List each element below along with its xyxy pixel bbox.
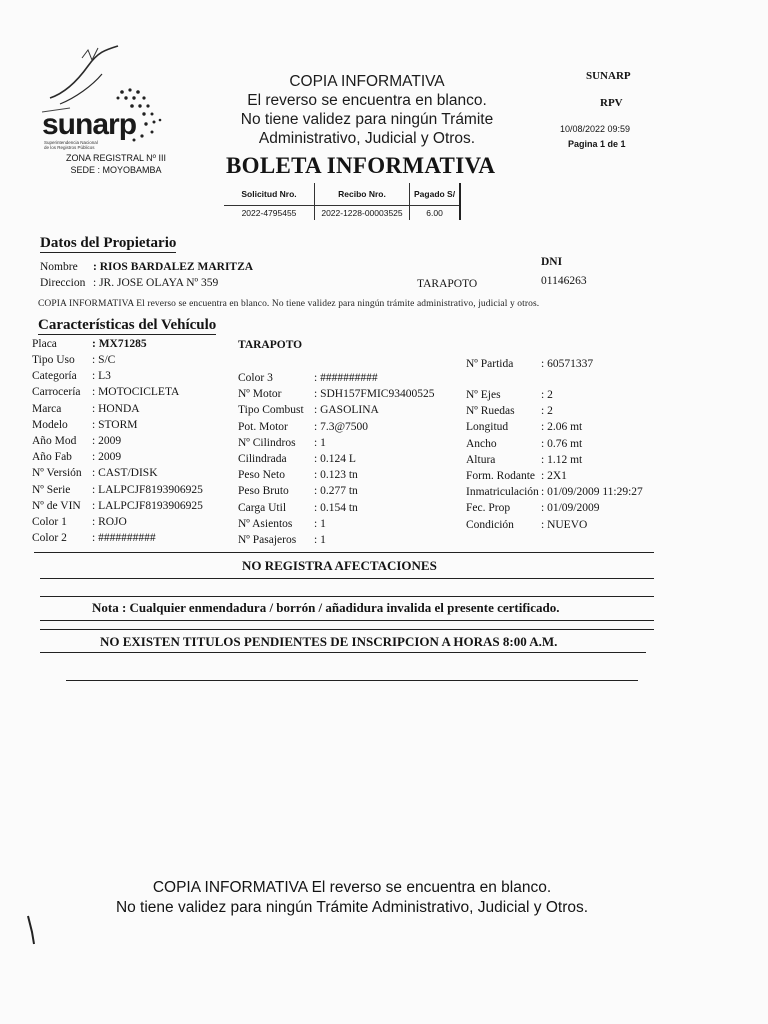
table-header-row — [224, 183, 460, 206]
field-label: Form. Rodante — [466, 470, 535, 482]
field-label: Nº Cilindros — [238, 436, 296, 449]
field-value: : 01/09/2009 — [541, 502, 600, 515]
header-pagado: Pagado S/ — [410, 183, 461, 206]
titulos-notice: NO EXISTEN TITULOS PENDIENTES DE INSCRIPCION A HORAS 8:00 A.M. — [100, 634, 558, 649]
field-label: Nº Motor — [238, 388, 282, 401]
field-label: Nº Versión — [32, 467, 82, 480]
field-value: : ########## — [92, 532, 156, 545]
field-value: : 7.3@7500 — [314, 420, 369, 433]
field-label: Nº de VIN — [32, 499, 81, 512]
sunarp-label: SUNARP — [586, 70, 631, 82]
divider — [40, 652, 646, 653]
field-value: : 2 — [541, 405, 553, 418]
field-value: : GASOLINA — [314, 404, 379, 417]
vehicle-city: TARAPOTO — [238, 339, 303, 351]
field-label: Cilindrada — [238, 453, 287, 465]
field-value: : 01/09/2009 11:29:27 — [541, 486, 643, 499]
vehicle-section-title: Características del Vehículo — [38, 317, 217, 333]
field-label: Tipo Uso — [32, 354, 75, 366]
dni-value: 01146263 — [541, 275, 587, 287]
header-solicitud: Solicitud Nro. — [224, 183, 315, 206]
field-label: Color 1 — [32, 516, 67, 528]
field-label: Condición — [466, 518, 514, 531]
field-value: : 1 — [314, 517, 326, 530]
field-label: Color 2 — [32, 532, 67, 545]
divider — [40, 596, 654, 597]
field-label: Inmatriculación — [466, 486, 539, 499]
field-value: : 1.12 mt — [541, 453, 583, 466]
field-value: : 2.06 mt — [541, 421, 583, 434]
field-label: Nº Ruedas — [466, 405, 515, 418]
request-table — [224, 183, 461, 220]
field-label: Categoría — [32, 370, 77, 383]
owner-city: TARAPOTO — [417, 278, 478, 290]
placa-value: : MX71285 — [92, 338, 147, 350]
field-label: Nº Ejes — [466, 389, 501, 401]
field-label: Peso Neto — [238, 469, 285, 482]
field-label: Altura — [466, 453, 496, 466]
field-value: : 0.123 tn — [314, 469, 358, 482]
copia-line-2: El reverso se encuentra en blanco. — [247, 92, 487, 109]
recibo-value: 2022-1228-00003525 — [315, 206, 410, 221]
copia-informativa-header — [222, 72, 512, 148]
field-value: : ########## — [314, 372, 378, 384]
field-label: Fec. Prop — [466, 502, 511, 515]
copia-line-1: COPIA INFORMATIVA — [289, 73, 445, 90]
zona-text: ZONA REGISTRAL Nº III — [66, 153, 166, 163]
field-label: Carrocería — [32, 386, 81, 399]
field-value: : 0.277 tn — [314, 485, 358, 498]
page-title: BOLETA INFORMATIVA — [226, 153, 496, 178]
field-value: : 0.154 tn — [314, 501, 358, 514]
divider — [66, 680, 638, 681]
copia-note-inline: COPIA INFORMATIVA El reverso se encuentra en blanco. No tiene validez para ningún trámite administrativo, judicial y otros. — [38, 299, 540, 309]
divider — [40, 620, 654, 621]
field-value: : CAST/DISK — [92, 467, 158, 480]
field-value: : 2 — [541, 389, 553, 401]
nombre-label: Nombre — [40, 261, 78, 273]
direccion-label: Direccion — [40, 277, 86, 289]
table-row — [224, 206, 460, 221]
copia-informativa-footer — [92, 878, 612, 918]
field-value: : SDH157FMIC93400525 — [314, 388, 435, 401]
field-value: : L3 — [92, 370, 111, 383]
field-label: Nº Pasajeros — [238, 534, 297, 546]
header-recibo: Recibo Nro. — [315, 183, 410, 206]
footer-line-1: COPIA INFORMATIVA El reverso se encuentra en blanco. — [152, 879, 552, 896]
field-label: Marca — [32, 402, 62, 415]
footer-line-2: No tiene validez para ningún Trámite Administrativo, Judicial y Otros. — [115, 899, 589, 916]
field-value: : HONDA — [92, 402, 140, 415]
page-number: Pagina 1 de 1 — [568, 139, 626, 149]
field-label: Longitud — [466, 421, 509, 434]
direccion-value: : JR. JOSE OLAYA Nº 359 — [93, 277, 219, 289]
divider — [40, 578, 654, 579]
pen-mark — [22, 912, 42, 952]
field-value: : 2009 — [92, 451, 122, 464]
copia-line-4: Administrativo, Judicial y Otros. — [258, 130, 476, 147]
issue-datetime: 10/08/2022 09:59 — [560, 124, 631, 134]
field-value: : S/C — [92, 354, 116, 366]
field-value: : 1 — [314, 436, 326, 449]
partida-label: Nº Partida — [466, 358, 514, 370]
zona-registral — [66, 152, 166, 176]
field-value: : 0.124 L — [314, 453, 356, 465]
owner-section-title: Datos del Propietario — [40, 235, 177, 251]
pagado-value: 6.00 — [410, 206, 461, 221]
field-value: : 1 — [314, 534, 326, 546]
field-label: Año Mod — [32, 435, 77, 447]
field-value: : 2X1 — [541, 470, 567, 482]
logo-tagline: Superintendencia Nacional de los Registros Públicos — [44, 140, 98, 150]
nota-notice: Nota : Cualquier enmendadura / borrón / añadidura invalida el presente certificado. — [92, 600, 560, 615]
field-label: Carga Util — [238, 501, 287, 514]
field-label: Nº Serie — [32, 483, 71, 496]
field-label: Año Fab — [32, 451, 72, 464]
field-value: : 0.76 mt — [541, 437, 583, 450]
field-label: Pot. Motor — [238, 420, 288, 433]
field-label: Nº Asientos — [238, 517, 293, 530]
partida-value: : 60571337 — [541, 358, 594, 370]
field-value: : NUEVO — [541, 518, 588, 531]
field-label: Color 3 — [238, 372, 273, 384]
field-label: Modelo — [32, 418, 68, 431]
placa-label: Placa — [32, 338, 57, 350]
field-value: : 2009 — [92, 435, 122, 447]
dni-label: DNI — [541, 256, 563, 268]
field-value: : LALPCJF8193906925 — [92, 499, 203, 512]
solicitud-value: 2022-4795455 — [224, 206, 315, 221]
field-label: Peso Bruto — [238, 485, 289, 498]
field-value: : STORM — [92, 418, 138, 431]
field-value: : LALPCJF8193906925 — [92, 483, 203, 496]
field-value: : MOTOCICLETA — [92, 386, 180, 399]
sunarp-logo-text: sunarp — [42, 108, 137, 141]
divider — [34, 552, 654, 553]
field-label: Tipo Combust — [238, 404, 304, 417]
field-label: Ancho — [466, 437, 497, 450]
copia-line-3: No tiene validez para ningún Trámite — [240, 111, 494, 128]
divider — [40, 629, 654, 630]
rpv-label: RPV — [600, 97, 623, 109]
afectaciones-notice: NO REGISTRA AFECTACIONES — [242, 558, 437, 573]
sede-text: SEDE : MOYOBAMBA — [70, 165, 162, 175]
field-value: : ROJO — [92, 516, 127, 528]
nombre-value: : RIOS BARDALEZ MARITZA — [93, 261, 254, 273]
